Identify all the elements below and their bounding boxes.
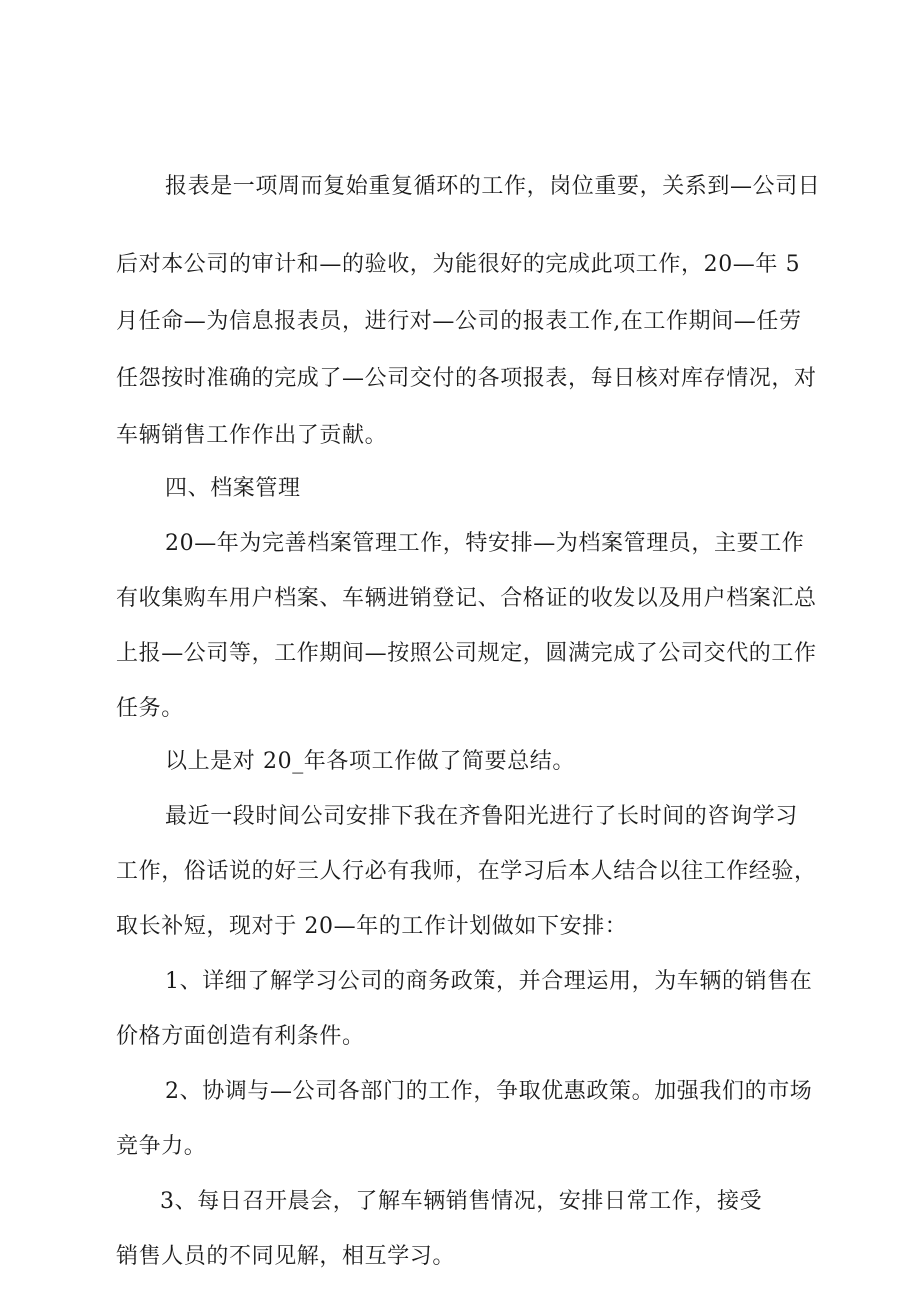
plan-item-2-line-2: 竞争力。 <box>116 1134 207 1159</box>
text-line-13: 工作，俗话说的好三人行必有我师，在学习后本人结合以往工作经验， <box>116 859 817 884</box>
text-line-4: 任怨按时准确的完成了—公司交付的各项报表，每日核对库存情况，对 <box>116 366 817 391</box>
text-line-8: 有收集购车用户档案、车辆进销登记、合格证的收发以及用户档案汇总 <box>116 586 817 611</box>
text-line-14: 取长补短，现对于 20—年的工作计划做如下安排： <box>116 914 628 939</box>
text-line-2: 后对本公司的审计和—的验收，为能很好的完成此项工作，20—年 5 <box>116 252 801 277</box>
text-line-9: 上报—公司等，工作期间—按照公司规定，圆满完成了公司交代的工作 <box>116 641 817 666</box>
summary-line: 以上是对 20_年各项工作做了简要总结。 <box>165 749 575 774</box>
text-line-7: 20—年为完善档案管理工作，特安排—为档案管理员，主要工作 <box>165 531 805 556</box>
plan-item-1-line-2: 价格方面创造有利条件。 <box>116 1024 365 1049</box>
text-line-12: 最近一段时间公司安排下我在齐鲁阳光进行了长时间的咨询学习 <box>165 804 798 829</box>
text-line-5: 车辆销售工作作出了贡献。 <box>116 423 388 448</box>
text-line-10: 任务。 <box>116 696 184 721</box>
text-line-1: 报表是一项周而复始重复循环的工作，岗位重要，关系到—公司日 <box>165 174 821 199</box>
plan-item-3-line-1: 3、每日召开晨会，了解车辆销售情况，安排日常工作，接受 <box>160 1189 763 1214</box>
text-line-3: 月任命—为信息报表员，进行对—公司的报表工作,在工作期间—任劳 <box>116 309 802 334</box>
plan-item-2-line-1: 2、协调与—公司各部门的工作，争取优惠政策。加强我们的市场 <box>165 1079 813 1104</box>
plan-item-3-line-2: 销售人员的不同见解，相互学习。 <box>116 1244 456 1269</box>
plan-item-1-line-1: 1、详细了解学习公司的商务政策，并合理运用，为车辆的销售在 <box>165 969 813 994</box>
section-heading-archive: 四、档案管理 <box>165 476 301 501</box>
